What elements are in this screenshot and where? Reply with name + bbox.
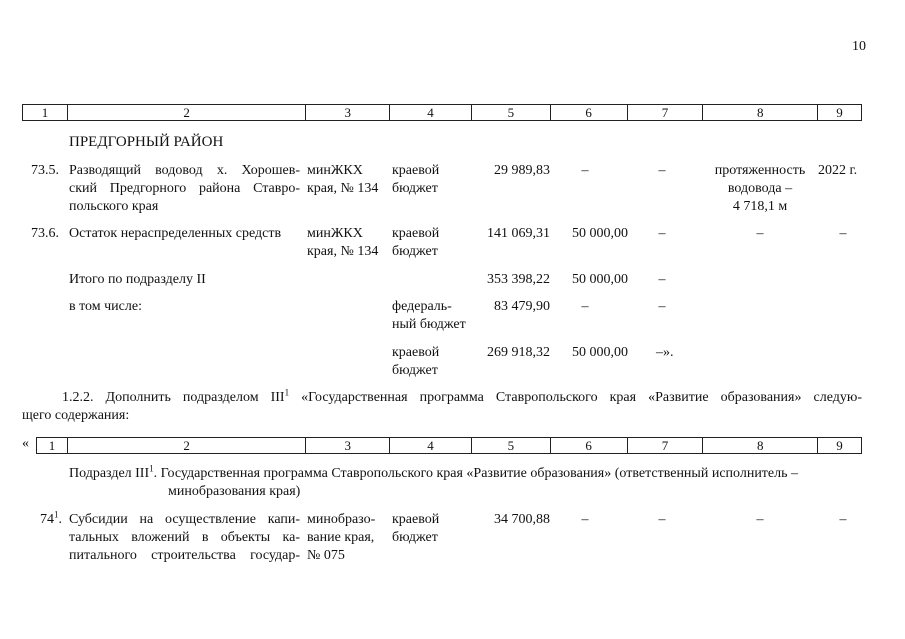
column-header: 8: [703, 105, 818, 120]
row-col6: –: [581, 512, 589, 527]
amendment-paragraph: [62, 389, 862, 407]
column-header-row: [36, 437, 862, 454]
paragraph-text: 1.2.2. Дополнить подразделом III: [62, 390, 285, 405]
including-label: в том числе:: [69, 299, 142, 314]
row-col7: –: [658, 226, 666, 241]
regional-col6: 50 000,00: [572, 345, 628, 360]
regional-budget-label: бюджет: [392, 363, 438, 378]
row-result: протяженность: [714, 163, 806, 178]
federal-budget-label: ный бюджет: [392, 317, 466, 332]
subsection-continuation: минобразования края): [168, 484, 301, 499]
column-header: 2: [68, 438, 306, 453]
regional-amount: 269 918,32: [487, 345, 550, 360]
column-header: 3: [306, 105, 390, 120]
row-col9: –: [839, 512, 847, 527]
row-result: водовода –: [727, 181, 793, 196]
column-header: 4: [390, 438, 472, 453]
row-organization: минобразо-: [307, 512, 376, 527]
subsection-text: . Государственная программа Ставропольского края «Развитие образования» (ответственный исполнитель –: [153, 466, 799, 481]
subsection-text: Подраздел III: [69, 466, 150, 481]
row-description: Субсидии на осуществление капи-: [69, 512, 300, 527]
column-header: 6: [551, 438, 628, 453]
row-organization: вание края,: [307, 530, 375, 545]
regional-budget-label: краевой: [392, 345, 440, 360]
column-header: 7: [628, 105, 704, 120]
paragraph-text: «Государственная программа Ставропольского края «Развитие образования» следую-: [289, 390, 863, 405]
row-amount: 29 989,83: [494, 163, 550, 178]
column-header: 6: [551, 105, 628, 120]
total-label: Итого по подразделу II: [69, 272, 206, 287]
row-organization: края, № 134: [307, 244, 379, 259]
column-header: 9: [836, 438, 843, 453]
row-description: Разводящий водовод х. Хорошев-: [69, 163, 300, 178]
row-description: ский Предгорного района Ставро-: [69, 181, 300, 196]
row-organization: № 075: [307, 548, 345, 563]
row-description: польского края: [69, 199, 159, 214]
quote-mark: «: [22, 436, 29, 451]
row-budget: краевой: [392, 163, 440, 178]
row-number-main: 74: [40, 512, 54, 527]
row-col6: –: [581, 163, 589, 178]
row-budget: бюджет: [392, 530, 438, 545]
row-description: тальных вложений в объекты ка-: [69, 530, 300, 545]
regional-col7: –».: [656, 345, 674, 360]
row-col8: –: [756, 512, 764, 527]
row-budget: краевой: [392, 512, 440, 527]
column-header: 9: [836, 105, 843, 120]
row-organization: минЖКХ: [307, 226, 363, 241]
row-result: 4 718,1 м: [732, 199, 788, 214]
column-header: 4: [390, 105, 472, 120]
total-col6: 50 000,00: [572, 272, 628, 287]
federal-col6: –: [581, 299, 589, 314]
column-header: 2: [68, 105, 306, 120]
column-header: 3: [306, 438, 390, 453]
row-number: 73.6.: [31, 226, 59, 241]
federal-col7: –: [658, 299, 666, 314]
page-number: 10: [852, 39, 866, 54]
row-description: питального строительства государ-: [69, 548, 300, 563]
federal-amount: 83 479,90: [494, 299, 550, 314]
column-header: 7: [628, 438, 704, 453]
total-col7: –: [658, 272, 666, 287]
total-amount: 353 398,22: [487, 272, 550, 287]
row-year: 2022 г.: [818, 163, 858, 178]
row-budget: бюджет: [392, 181, 438, 196]
row-organization: минЖКХ: [307, 163, 363, 178]
paragraph-continuation: щего содержания:: [22, 408, 130, 423]
row-col8: –: [756, 226, 764, 241]
row-budget: краевой: [392, 226, 440, 241]
column-header: 1: [37, 438, 68, 453]
column-header-row: [22, 104, 862, 121]
column-header: 1: [23, 105, 68, 120]
row-budget: бюджет: [392, 244, 438, 259]
row-description: Остаток нераспределенных средств: [69, 226, 282, 241]
row-amount: 34 700,88: [494, 512, 550, 527]
row-amount: 141 069,31: [487, 226, 550, 241]
row-col7: –: [658, 512, 666, 527]
column-header: 8: [703, 438, 818, 453]
row-number-suffix: .: [58, 512, 62, 527]
column-header: 5: [472, 438, 551, 453]
superscript: 1: [284, 387, 290, 398]
column-header: 5: [472, 105, 551, 120]
row-organization: края, № 134: [307, 181, 379, 196]
row-number: [40, 511, 62, 529]
superscript: 1: [149, 463, 154, 474]
row-number: 73.5.: [31, 163, 59, 178]
row-col9: –: [839, 226, 847, 241]
superscript: 1: [54, 509, 59, 520]
federal-budget-label: федераль-: [392, 299, 452, 314]
section-title: ПРЕДГОРНЫЙ РАЙОН: [69, 134, 224, 150]
row-col7: –: [658, 163, 666, 178]
subsection-heading: [69, 465, 798, 483]
row-col6: 50 000,00: [572, 226, 628, 241]
